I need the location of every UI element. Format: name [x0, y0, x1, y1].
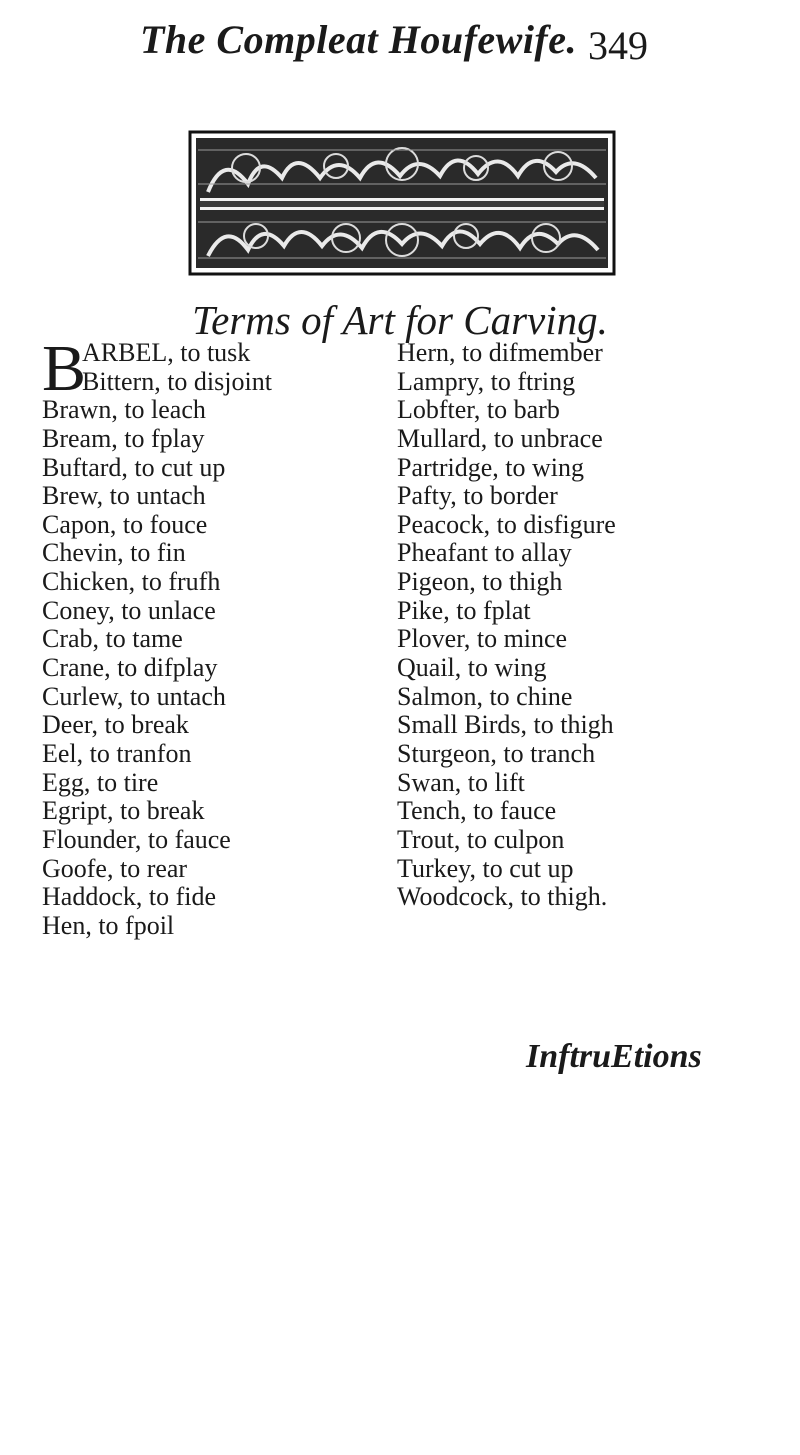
list-item-second: Bittern, to disjoint: [82, 366, 272, 396]
list-item: Capon, to fouce: [42, 509, 208, 539]
list-item: Hern, to difmember: [397, 338, 603, 367]
list-item: Partridge, to wing: [397, 452, 585, 482]
list-item: Curlew, to untach: [42, 681, 226, 711]
list-item: Chicken, to frufh: [42, 567, 221, 597]
list-item: Coney, to unlace: [42, 595, 216, 625]
list-item: Quail, to wing: [397, 653, 547, 683]
running-head: [0, 14, 800, 74]
section-title: Terms of Art for Carving.: [192, 297, 608, 343]
right-column: [397, 339, 616, 912]
list-item: Eel, to tranfon: [42, 738, 192, 768]
running-title: The Compleat Houfewife.: [140, 17, 578, 62]
list-item: Plover, to mince: [397, 624, 568, 654]
list-item: Tench, to fauce: [397, 796, 557, 826]
list-item-first: ARBEL, to tusk: [82, 338, 251, 367]
decorative-headpiece-icon: [186, 128, 618, 278]
list-item: Deer, to break: [42, 710, 189, 740]
list-item: Swan, to lift: [397, 767, 525, 797]
list-item: Brew, to untach: [42, 481, 206, 511]
list-item: Pafty, to border: [397, 481, 558, 511]
list-item: Flounder, to fauce: [42, 824, 231, 854]
list-item: Haddock, to fide: [42, 882, 217, 912]
list-item: Mullard, to unbrace: [397, 423, 603, 453]
list-item: Crane, to difplay: [42, 653, 218, 683]
list-item: Hen, to fpoil: [42, 910, 175, 940]
left-column: [42, 332, 272, 940]
list-item: Brawn, to leach: [42, 395, 206, 425]
list-item: Lobfter, to barb: [397, 395, 560, 425]
catchword: InftruEtions: [526, 1038, 702, 1075]
list-item: Buftard, to cut up: [42, 452, 226, 482]
list-item: Crab, to tame: [42, 624, 183, 654]
list-item: Salmon, to chine: [397, 681, 573, 711]
list-item: Pheafant to allay: [397, 538, 572, 568]
list-item: Egript, to break: [42, 796, 205, 826]
list-item: Peacock, to disfigure: [397, 509, 616, 539]
list-item: Sturgeon, to tranch: [397, 738, 596, 768]
list-item: Trout, to culpon: [397, 824, 565, 854]
list-item: Egg, to tire: [42, 767, 159, 797]
list-item: Woodcock, to thigh.: [397, 882, 608, 912]
list-item: Lampry, to ftring: [397, 366, 576, 396]
list-item: Pike, to fplat: [397, 595, 531, 625]
list-item: Small Birds, to thigh: [397, 710, 614, 740]
list-item: Chevin, to fin: [42, 538, 186, 568]
list-item: Goofe, to rear: [42, 853, 188, 883]
headpiece-ornament-graphic: [186, 128, 618, 278]
list-item: Pigeon, to thigh: [397, 567, 563, 597]
list-item: Turkey, to cut up: [397, 853, 574, 883]
page-number: 349: [588, 23, 648, 68]
list-item: Bream, to fplay: [42, 423, 205, 453]
drop-cap: B: [42, 332, 87, 405]
